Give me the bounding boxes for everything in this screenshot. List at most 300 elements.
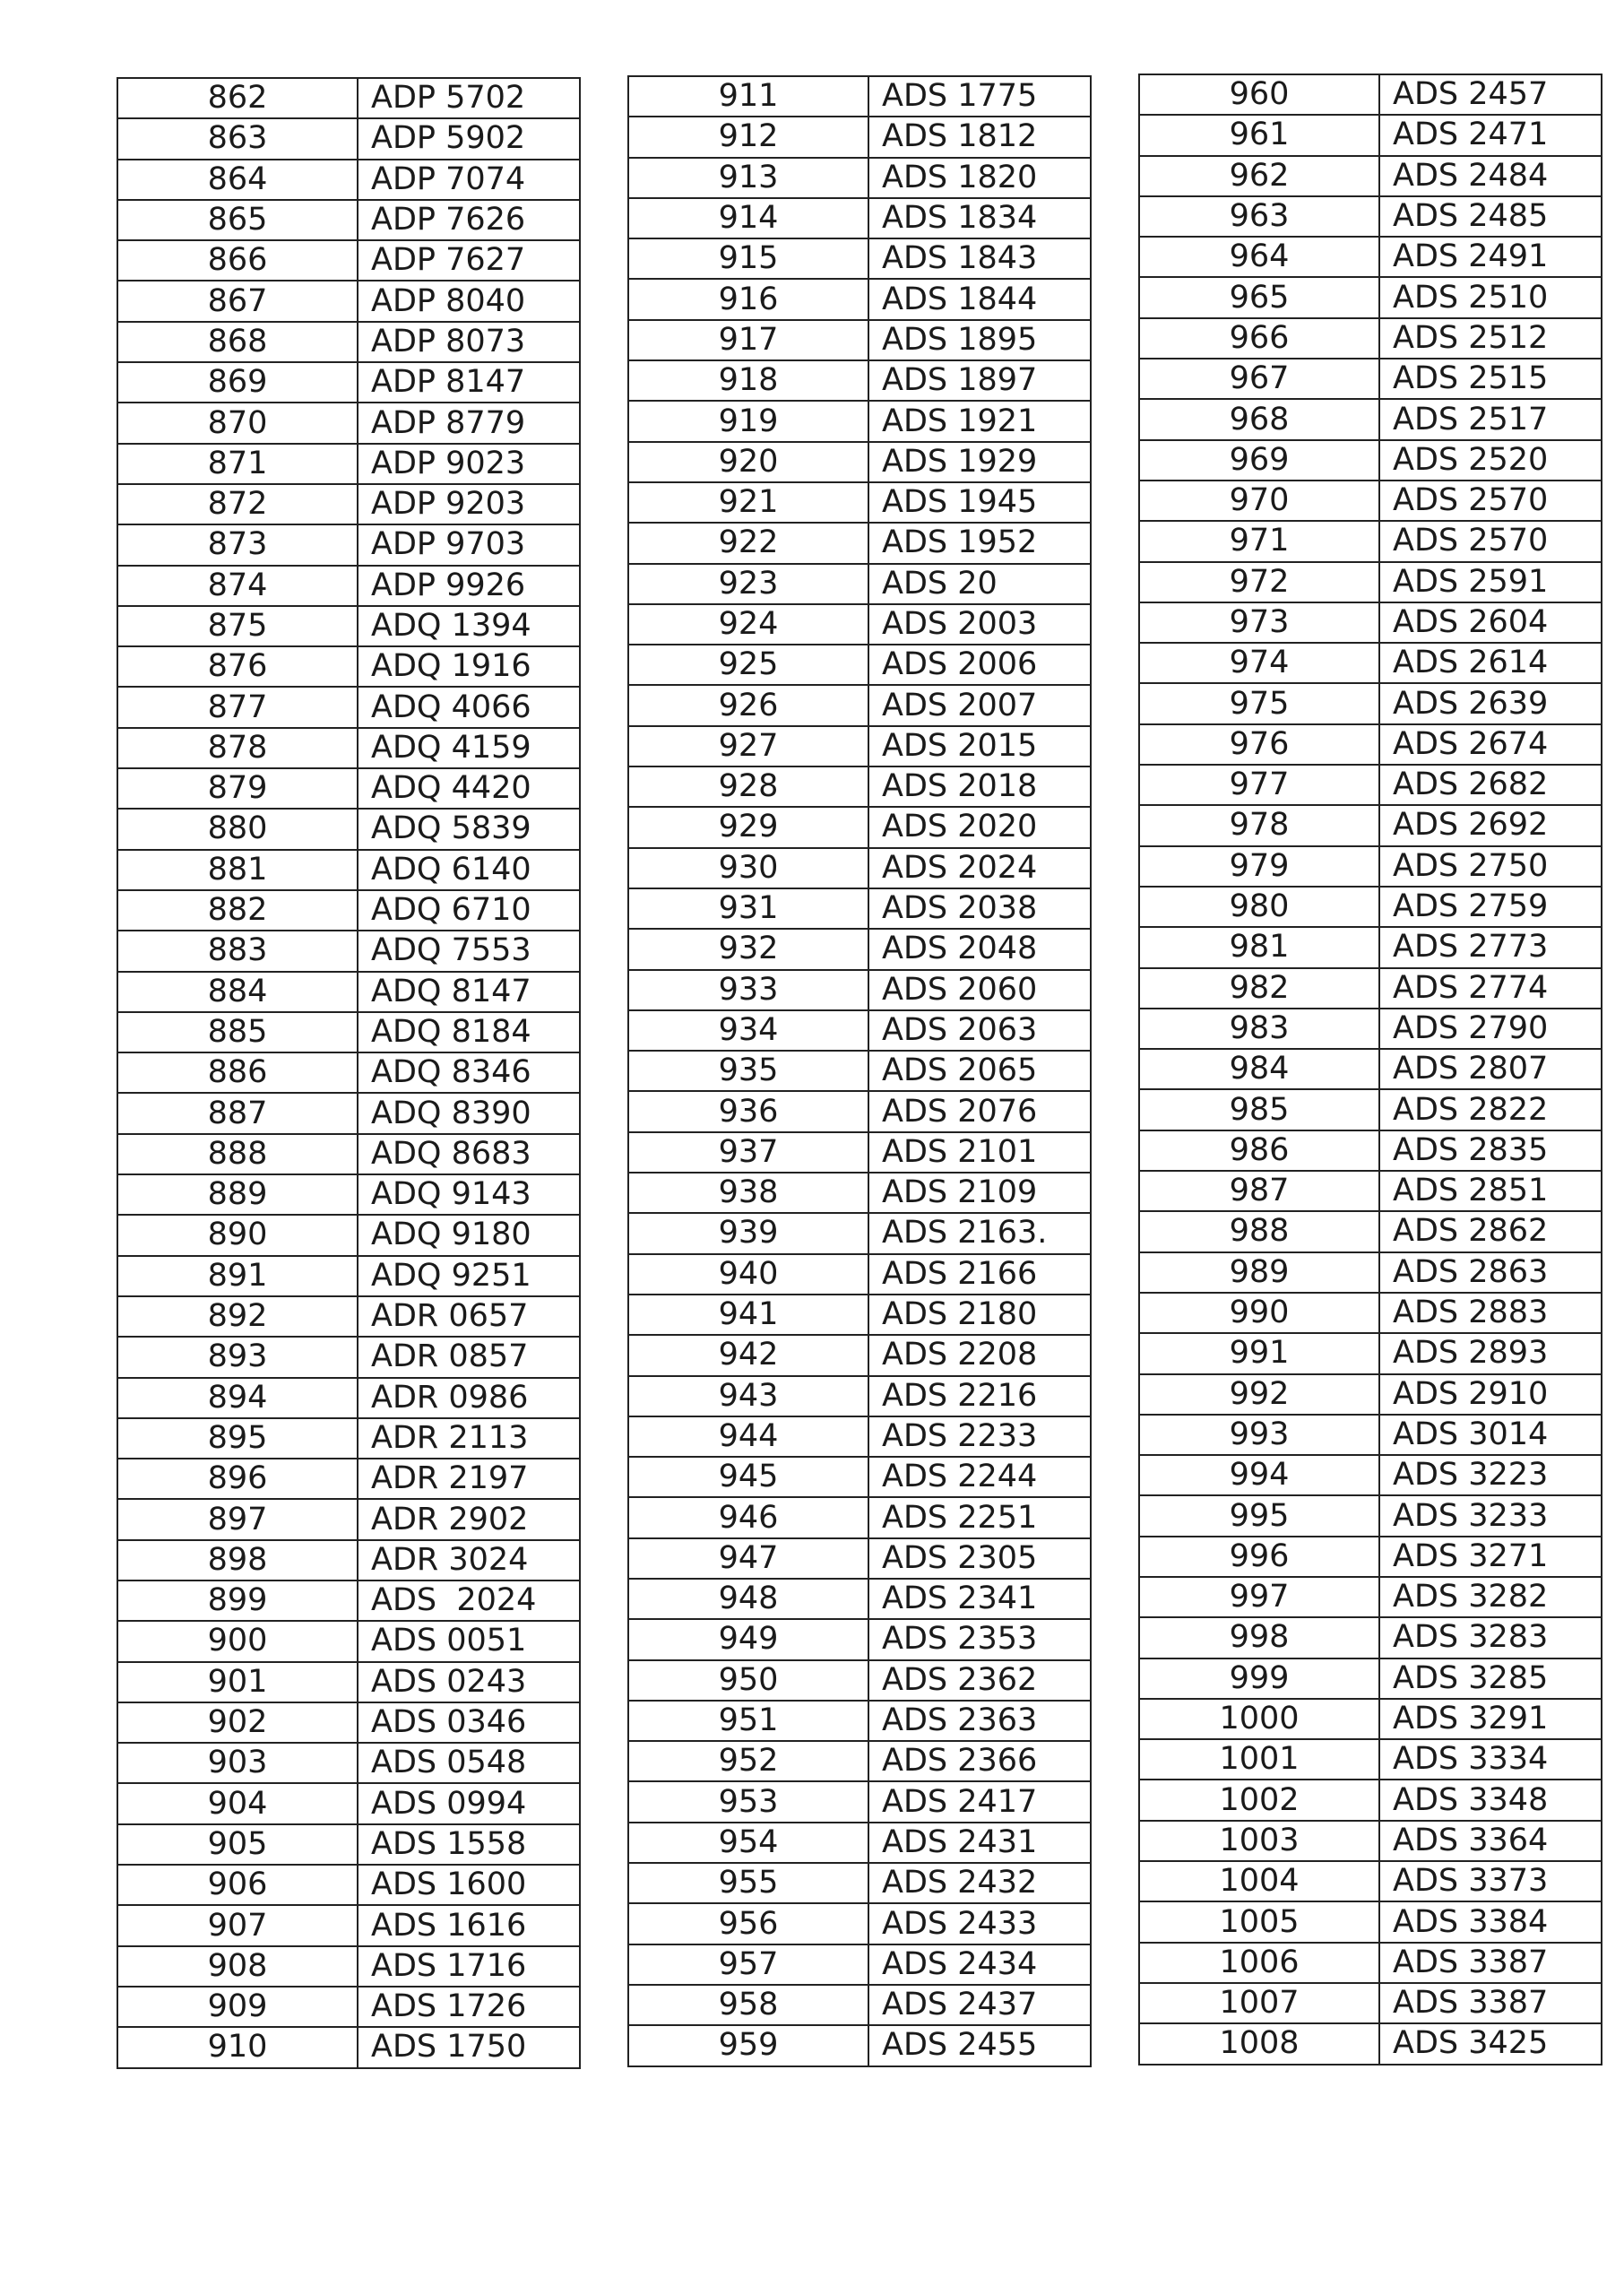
row-number: 970 xyxy=(1139,481,1379,521)
registration-code: ADS 2251 xyxy=(868,1497,1091,1537)
row-number: 949 xyxy=(628,1619,868,1659)
row-number: 879 xyxy=(117,768,358,809)
table-row xyxy=(117,1783,580,1823)
table-row xyxy=(117,1337,580,1377)
row-number: 926 xyxy=(628,685,868,725)
table-row xyxy=(117,484,580,524)
registration-code: ADS 3223 xyxy=(1379,1455,1602,1495)
table-row xyxy=(117,1905,580,1945)
table-row xyxy=(628,929,1091,969)
table-row xyxy=(117,606,580,646)
row-number: 916 xyxy=(628,279,868,319)
registration-code: ADS 1812 xyxy=(868,117,1091,157)
table-row xyxy=(1139,683,1602,723)
row-number: 920 xyxy=(628,442,868,482)
row-number: 878 xyxy=(117,728,358,768)
registration-code: ADS 1844 xyxy=(868,279,1091,319)
row-number: 900 xyxy=(117,1621,358,1661)
registration-code: ADS 2208 xyxy=(868,1335,1091,1375)
row-number: 1004 xyxy=(1139,1861,1379,1901)
table-row xyxy=(628,401,1091,441)
row-number: 917 xyxy=(628,320,868,360)
table-row xyxy=(628,1985,1091,2025)
table-row xyxy=(1139,765,1602,805)
table-row xyxy=(117,444,580,484)
registration-code: ADS 2180 xyxy=(868,1295,1091,1335)
row-number: 957 xyxy=(628,1944,868,1985)
row-number: 1005 xyxy=(1139,1901,1379,1942)
row-number: 985 xyxy=(1139,1089,1379,1130)
table-row xyxy=(1139,359,1602,399)
table-row xyxy=(117,1540,580,1581)
registration-code: ADS 2437 xyxy=(868,1985,1091,2025)
registration-code: ADS 20 xyxy=(868,564,1091,604)
row-number: 989 xyxy=(1139,1252,1379,1293)
row-number: 947 xyxy=(628,1538,868,1579)
table-row xyxy=(628,238,1091,279)
table-row xyxy=(628,1335,1091,1375)
registration-code: ADQ 1916 xyxy=(358,646,580,687)
row-number: 914 xyxy=(628,198,868,238)
table-row xyxy=(117,1134,580,1174)
table-row xyxy=(1139,440,1602,481)
registration-code: ADP 8779 xyxy=(358,403,580,443)
table-row xyxy=(1139,1739,1602,1780)
table-row xyxy=(628,1944,1091,1985)
table-row xyxy=(117,1743,580,1783)
table-row xyxy=(117,1581,580,1621)
registration-code: ADS 1750 xyxy=(358,2027,580,2067)
registration-code: ADS 2851 xyxy=(1379,1171,1602,1211)
registration-code: ADS 1929 xyxy=(868,442,1091,482)
table-row xyxy=(628,1823,1091,1863)
table-row xyxy=(1139,1821,1602,1861)
table-row xyxy=(117,362,580,403)
row-number: 973 xyxy=(1139,602,1379,643)
table-row xyxy=(117,1702,580,1743)
row-number: 934 xyxy=(628,1010,868,1051)
row-number: 928 xyxy=(628,766,868,807)
row-number: 881 xyxy=(117,850,358,890)
row-number: 899 xyxy=(117,1581,358,1621)
table-row xyxy=(117,1418,580,1459)
table-row xyxy=(628,888,1091,929)
registration-code: ADS 0243 xyxy=(358,1662,580,1702)
register-table-1 xyxy=(117,77,581,2069)
row-number: 927 xyxy=(628,726,868,766)
registration-code: ADS 2570 xyxy=(1379,521,1602,561)
row-number: 905 xyxy=(117,1824,358,1865)
table-row xyxy=(117,809,580,849)
registration-code: ADS 2520 xyxy=(1379,440,1602,481)
registration-code: ADS 1820 xyxy=(868,158,1091,198)
row-number: 924 xyxy=(628,604,868,645)
row-number: 976 xyxy=(1139,724,1379,765)
row-number: 922 xyxy=(628,523,868,563)
row-number: 866 xyxy=(117,240,358,281)
table-row xyxy=(628,1376,1091,1416)
table-row xyxy=(628,1051,1091,1091)
registration-code: ADP 9926 xyxy=(358,566,580,606)
row-number: 923 xyxy=(628,564,868,604)
table-row xyxy=(117,1052,580,1093)
row-number: 871 xyxy=(117,444,358,484)
registration-code: ADS 0994 xyxy=(358,1783,580,1823)
row-number: 1001 xyxy=(1139,1739,1379,1780)
registration-code: ADS 2510 xyxy=(1379,277,1602,317)
registration-code: ADS 1600 xyxy=(358,1865,580,1905)
table-row xyxy=(628,523,1091,563)
registration-code: ADR 2113 xyxy=(358,1418,580,1459)
table-row xyxy=(1139,1333,1602,1373)
row-number: 995 xyxy=(1139,1495,1379,1536)
table-row xyxy=(1139,277,1602,317)
registration-code: ADQ 8346 xyxy=(358,1052,580,1093)
row-number: 874 xyxy=(117,566,358,606)
table-row xyxy=(628,158,1091,198)
row-number: 887 xyxy=(117,1093,358,1133)
table-row xyxy=(117,281,580,321)
table-row xyxy=(1139,2023,1602,2064)
registration-code: ADS 2432 xyxy=(868,1863,1091,1903)
table-row xyxy=(117,1987,580,2027)
registration-code: ADR 2902 xyxy=(358,1499,580,1539)
registration-code: ADS 3384 xyxy=(1379,1901,1602,1942)
registration-code: ADS 2060 xyxy=(868,970,1091,1010)
registration-code: ADQ 8184 xyxy=(358,1012,580,1052)
row-number: 954 xyxy=(628,1823,868,1863)
table-row xyxy=(1139,1374,1602,1415)
table-row xyxy=(117,240,580,281)
registration-code: ADS 2759 xyxy=(1379,887,1602,927)
table-row xyxy=(117,850,580,890)
table-row xyxy=(628,1701,1091,1741)
registration-code: ADQ 9180 xyxy=(358,1215,580,1255)
registration-code: ADS 2790 xyxy=(1379,1009,1602,1049)
row-number: 1008 xyxy=(1139,2023,1379,2064)
registration-code: ADP 7627 xyxy=(358,240,580,281)
registration-code: ADP 8073 xyxy=(358,322,580,362)
registration-code: ADS 2003 xyxy=(868,604,1091,645)
row-number: 898 xyxy=(117,1540,358,1581)
row-number: 1007 xyxy=(1139,1983,1379,2023)
table-row xyxy=(1139,1537,1602,1577)
table-row xyxy=(117,890,580,931)
registration-code: ADS 2484 xyxy=(1379,156,1602,196)
row-number: 886 xyxy=(117,1052,358,1093)
registration-code: ADS 3283 xyxy=(1379,1617,1602,1658)
registration-code: ADQ 5839 xyxy=(358,809,580,849)
registration-code: ADS 3387 xyxy=(1379,1983,1602,2023)
registration-code: ADS 1558 xyxy=(358,1824,580,1865)
table-row xyxy=(1139,1049,1602,1089)
row-number: 910 xyxy=(117,2027,358,2067)
registration-code: ADS 2639 xyxy=(1379,683,1602,723)
row-number: 998 xyxy=(1139,1617,1379,1658)
registration-code: ADS 1897 xyxy=(868,360,1091,401)
registration-code: ADS 1775 xyxy=(868,76,1091,117)
table-row xyxy=(1139,1901,1602,1942)
registration-code: ADS 2570 xyxy=(1379,481,1602,521)
row-number: 991 xyxy=(1139,1333,1379,1373)
table-row xyxy=(117,403,580,443)
registration-code: ADS 2750 xyxy=(1379,846,1602,887)
row-number: 959 xyxy=(628,2025,868,2066)
row-number: 966 xyxy=(1139,318,1379,359)
row-number: 972 xyxy=(1139,562,1379,602)
row-number: 993 xyxy=(1139,1415,1379,1455)
registration-code: ADS 2455 xyxy=(868,2025,1091,2066)
registration-code: ADS 2614 xyxy=(1379,643,1602,683)
table-row xyxy=(117,931,580,971)
table-row xyxy=(628,1660,1091,1701)
row-number: 964 xyxy=(1139,237,1379,277)
table-row xyxy=(628,1863,1091,1903)
row-number: 978 xyxy=(1139,805,1379,845)
table-row xyxy=(1139,927,1602,967)
registration-code: ADS 0346 xyxy=(358,1702,580,1743)
registration-code: ADS 2363 xyxy=(868,1701,1091,1741)
row-number: 867 xyxy=(117,281,358,321)
registration-code: ADS 2007 xyxy=(868,685,1091,725)
registration-code: ADS 2883 xyxy=(1379,1293,1602,1333)
registration-code: ADS 2341 xyxy=(868,1579,1091,1619)
row-number: 907 xyxy=(117,1905,358,1945)
table-row xyxy=(117,200,580,240)
row-number: 897 xyxy=(117,1499,358,1539)
registration-code: ADS 1616 xyxy=(358,1905,580,1945)
table-row xyxy=(117,1256,580,1296)
registration-code: ADS 2101 xyxy=(868,1132,1091,1173)
row-number: 987 xyxy=(1139,1171,1379,1211)
registration-code: ADS 2244 xyxy=(868,1457,1091,1497)
table-row xyxy=(117,1215,580,1255)
registration-code: ADS 2491 xyxy=(1379,237,1602,277)
registration-code: ADR 0986 xyxy=(358,1378,580,1418)
table-row xyxy=(628,2025,1091,2066)
table-row xyxy=(117,972,580,1012)
registration-code: ADQ 4159 xyxy=(358,728,580,768)
registration-code: ADQ 7553 xyxy=(358,931,580,971)
row-number: 941 xyxy=(628,1295,868,1335)
row-number: 1003 xyxy=(1139,1821,1379,1861)
table-row xyxy=(628,1619,1091,1659)
registration-code: ADQ 6710 xyxy=(358,890,580,931)
row-number: 952 xyxy=(628,1741,868,1781)
table-row xyxy=(1139,399,1602,439)
row-number: 1006 xyxy=(1139,1943,1379,1983)
row-number: 921 xyxy=(628,482,868,523)
row-number: 977 xyxy=(1139,765,1379,805)
table-row xyxy=(628,198,1091,238)
table-row xyxy=(1139,115,1602,155)
table-row xyxy=(117,1296,580,1337)
registration-code: ADS 2591 xyxy=(1379,562,1602,602)
table-row xyxy=(1139,562,1602,602)
table-row xyxy=(1139,1455,1602,1495)
registration-code: ADR 2197 xyxy=(358,1459,580,1499)
table-row xyxy=(1139,74,1602,115)
row-number: 962 xyxy=(1139,156,1379,196)
row-number: 953 xyxy=(628,1781,868,1822)
row-number: 960 xyxy=(1139,74,1379,115)
table-row xyxy=(628,685,1091,725)
table-row xyxy=(1139,156,1602,196)
registration-code: ADS 2362 xyxy=(868,1660,1091,1701)
registration-code: ADS 2233 xyxy=(868,1416,1091,1457)
table-row xyxy=(1139,1983,1602,2023)
registration-code: ADS 2020 xyxy=(868,807,1091,847)
registration-code: ADS 2822 xyxy=(1379,1089,1602,1130)
register-table-3 xyxy=(1138,74,1602,2066)
table-row xyxy=(117,1093,580,1133)
registration-code: ADS 2109 xyxy=(868,1173,1091,1213)
table-row xyxy=(117,524,580,565)
table-row xyxy=(117,1946,580,1987)
row-number: 936 xyxy=(628,1091,868,1131)
row-number: 971 xyxy=(1139,521,1379,561)
table-row xyxy=(1139,521,1602,561)
registration-code: ADQ 4066 xyxy=(358,687,580,727)
row-number: 975 xyxy=(1139,683,1379,723)
row-number: 930 xyxy=(628,848,868,888)
registration-code: ADS 2517 xyxy=(1379,399,1602,439)
table-row xyxy=(1139,237,1602,277)
table-row xyxy=(628,970,1091,1010)
table-row xyxy=(1139,1699,1602,1739)
registration-code: ADQ 1394 xyxy=(358,606,580,646)
table-row xyxy=(628,360,1091,401)
registration-code: ADP 8147 xyxy=(358,362,580,403)
row-number: 880 xyxy=(117,809,358,849)
registration-code: ADS 2682 xyxy=(1379,765,1602,805)
row-number: 864 xyxy=(117,160,358,200)
table-row xyxy=(117,1662,580,1702)
registration-code: ADR 0657 xyxy=(358,1296,580,1337)
registration-code: ADS 2434 xyxy=(868,1944,1091,1985)
table-row xyxy=(628,645,1091,685)
row-number: 911 xyxy=(628,76,868,117)
table-row xyxy=(1139,1211,1602,1251)
row-number: 956 xyxy=(628,1903,868,1944)
row-number: 906 xyxy=(117,1865,358,1905)
registration-code: ADP 9023 xyxy=(358,444,580,484)
table-row xyxy=(628,807,1091,847)
row-number: 990 xyxy=(1139,1293,1379,1333)
registration-code: ADS 2305 xyxy=(868,1538,1091,1579)
registration-code: ADS 1952 xyxy=(868,523,1091,563)
row-number: 999 xyxy=(1139,1658,1379,1699)
row-number: 931 xyxy=(628,888,868,929)
table-row xyxy=(117,1378,580,1418)
table-row xyxy=(628,1497,1091,1537)
table-row xyxy=(117,1012,580,1052)
row-number: 895 xyxy=(117,1418,358,1459)
row-number: 946 xyxy=(628,1497,868,1537)
table-row xyxy=(1139,1577,1602,1617)
table-row xyxy=(1139,1495,1602,1536)
table-row xyxy=(1139,318,1602,359)
row-number: 869 xyxy=(117,362,358,403)
row-number: 918 xyxy=(628,360,868,401)
registration-code: ADS 2163. xyxy=(868,1213,1091,1253)
table-row xyxy=(628,1010,1091,1051)
registration-code: ADQ 4420 xyxy=(358,768,580,809)
table-row xyxy=(628,1579,1091,1619)
registration-code: ADS 2485 xyxy=(1379,196,1602,237)
table-row xyxy=(1139,1780,1602,1820)
row-number: 938 xyxy=(628,1173,868,1213)
table-row xyxy=(117,646,580,687)
table-row xyxy=(628,1173,1091,1213)
table-row xyxy=(628,1132,1091,1173)
row-number: 889 xyxy=(117,1174,358,1215)
row-number: 909 xyxy=(117,1987,358,2027)
registration-code: ADS 2457 xyxy=(1379,74,1602,115)
registration-code: ADS 3285 xyxy=(1379,1658,1602,1699)
registration-code: ADS 2893 xyxy=(1379,1333,1602,1373)
registration-code: ADS 2692 xyxy=(1379,805,1602,845)
registration-code: ADS 2604 xyxy=(1379,602,1602,643)
table-row xyxy=(1139,724,1602,765)
table-row xyxy=(117,78,580,118)
row-number: 902 xyxy=(117,1702,358,1743)
row-number: 877 xyxy=(117,687,358,727)
table-row xyxy=(1139,1658,1602,1699)
row-number: 986 xyxy=(1139,1130,1379,1171)
registration-code: ADS 1843 xyxy=(868,238,1091,279)
row-number: 913 xyxy=(628,158,868,198)
registration-code: ADS 0051 xyxy=(358,1621,580,1661)
table-row xyxy=(628,1457,1091,1497)
row-number: 885 xyxy=(117,1012,358,1052)
row-number: 980 xyxy=(1139,887,1379,927)
registration-code: ADS 2024 xyxy=(868,848,1091,888)
table-row xyxy=(1139,968,1602,1009)
table-row xyxy=(628,848,1091,888)
table-row xyxy=(1139,481,1602,521)
registration-code: ADS 1834 xyxy=(868,198,1091,238)
row-number: 915 xyxy=(628,238,868,279)
row-number: 965 xyxy=(1139,277,1379,317)
row-number: 955 xyxy=(628,1863,868,1903)
row-number: 974 xyxy=(1139,643,1379,683)
table-row xyxy=(1139,846,1602,887)
row-number: 884 xyxy=(117,972,358,1012)
registration-code: ADS 2038 xyxy=(868,888,1091,929)
registration-code: ADS 2431 xyxy=(868,1823,1091,1863)
row-number: 1002 xyxy=(1139,1780,1379,1820)
row-number: 891 xyxy=(117,1256,358,1296)
registration-code: ADS 2835 xyxy=(1379,1130,1602,1171)
registration-code: ADS 2807 xyxy=(1379,1049,1602,1089)
table-row xyxy=(117,1459,580,1499)
registration-code: ADR 3024 xyxy=(358,1540,580,1581)
row-number: 943 xyxy=(628,1376,868,1416)
registration-code: ADS 3334 xyxy=(1379,1739,1602,1780)
row-number: 988 xyxy=(1139,1211,1379,1251)
row-number: 945 xyxy=(628,1457,868,1497)
registration-code: ADS 2065 xyxy=(868,1051,1091,1091)
row-number: 948 xyxy=(628,1579,868,1619)
registration-code: ADQ 8683 xyxy=(358,1134,580,1174)
table-row xyxy=(628,604,1091,645)
registration-code: ADS 3291 xyxy=(1379,1699,1602,1739)
row-number: 983 xyxy=(1139,1009,1379,1049)
row-number: 888 xyxy=(117,1134,358,1174)
row-number: 870 xyxy=(117,403,358,443)
registration-code: ADS 3425 xyxy=(1379,2023,1602,2064)
